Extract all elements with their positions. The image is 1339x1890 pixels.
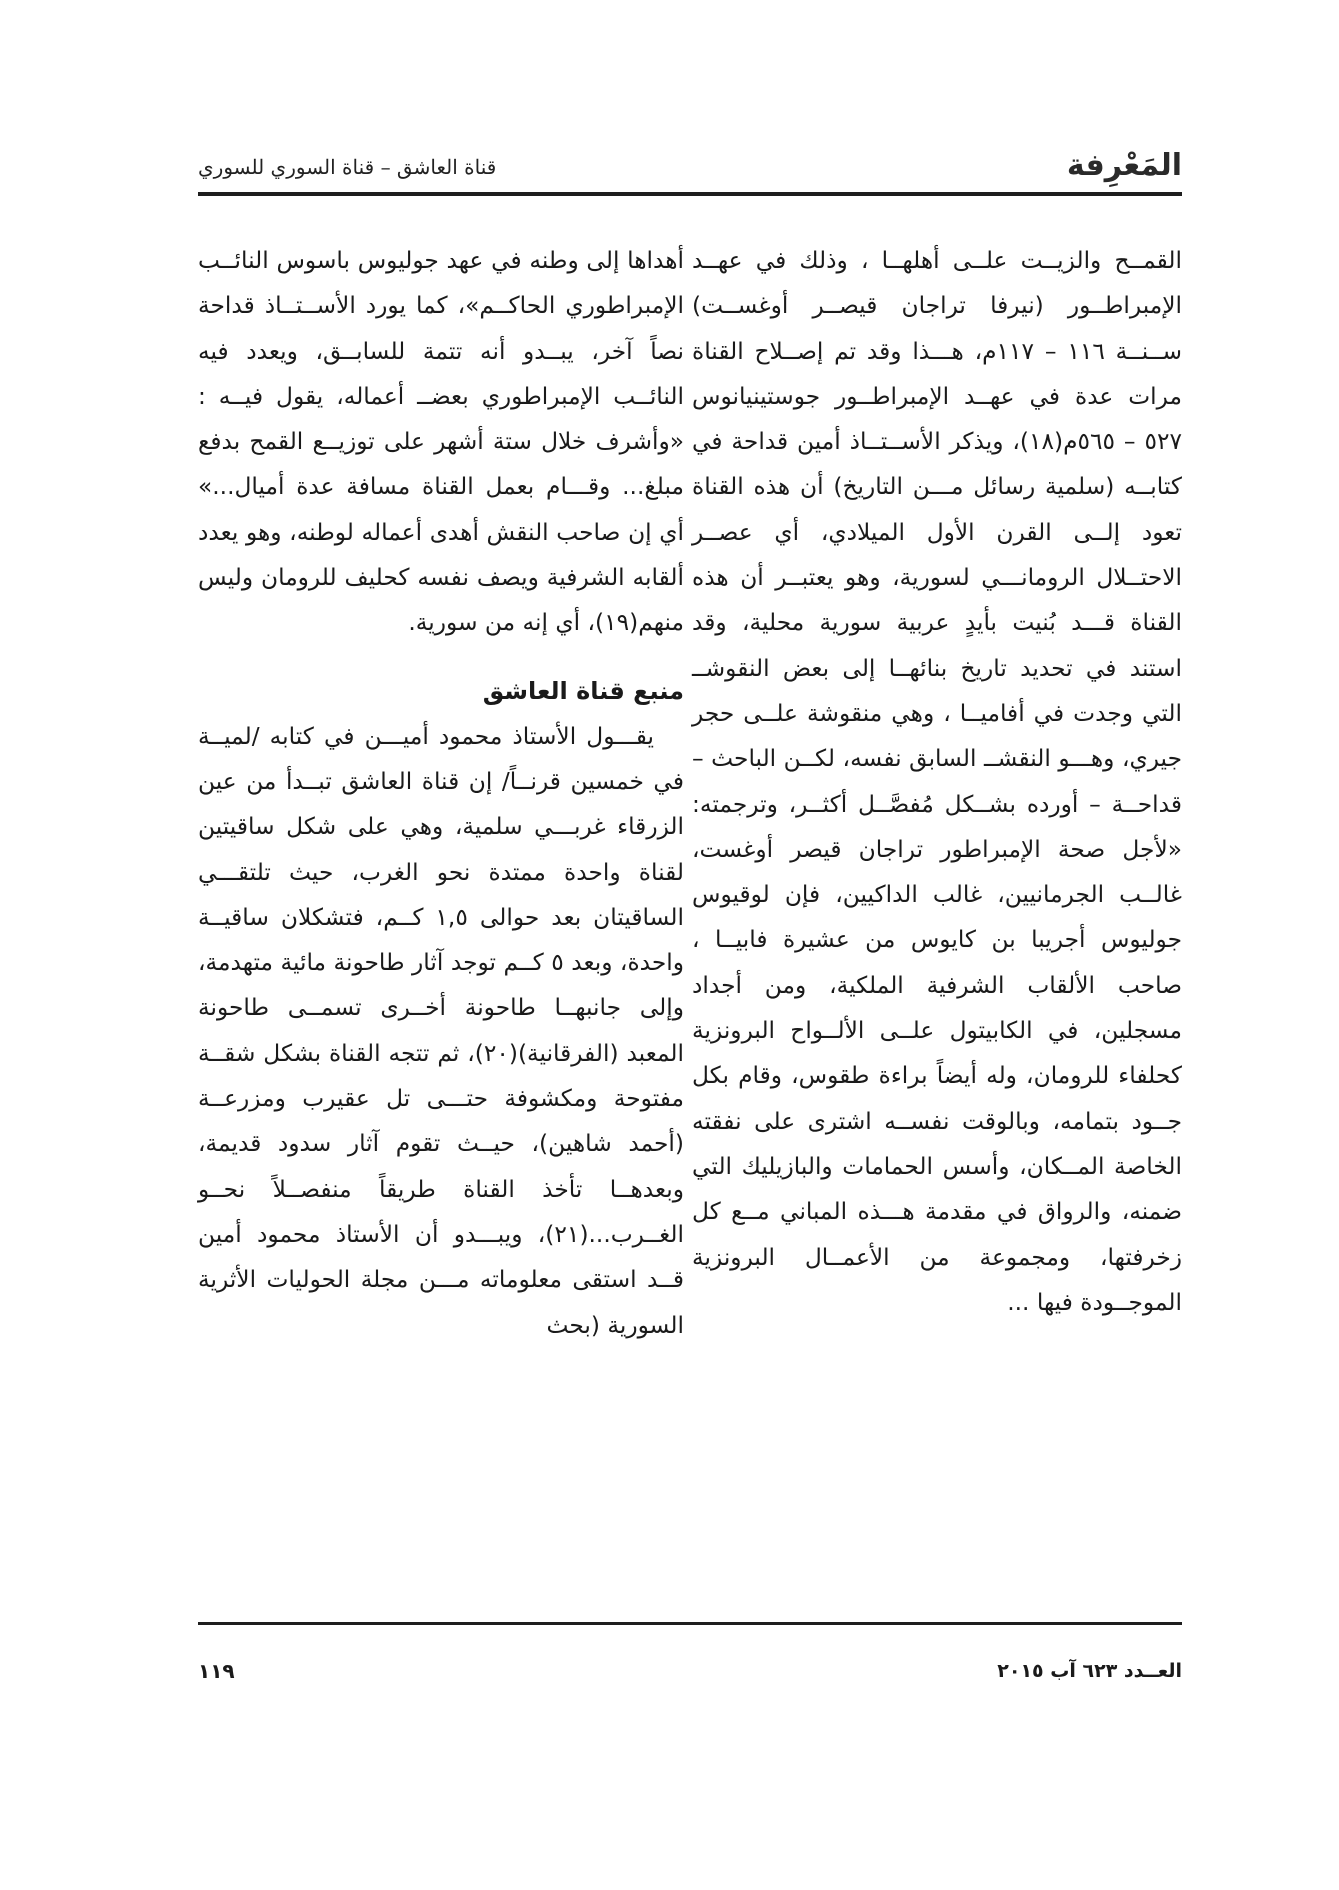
page-header — [198, 148, 1182, 188]
left-column-paragraph-1: أهداها إلى وطنه في عهد جوليوس باسوس النائــب الإمبراطوري الحاكــم»، كما يورد الأســتــاذ قداحة نصاً آخر، يبــدو أنه تتمة للسابــق، ويعدد فيه النائــب الإمبراطوري بعضــ أعماله، يقول فيــه : «وأشرف خلال ستة أشهر على توزيــع القمح بدفع مبلغ... وقـــام بعمل القناة مسافة عدة أميال...» أي إن صاحب النقش أهدى أعماله لوطنه، وهو يعدد ألقابه الشرفية ويصف نفسه كحليف للرومان وليس منهم(١٩)، أي إنه من سورية. — [198, 247, 684, 637]
running-title: قناة العاشق – قناة السوري للسوري — [198, 155, 497, 179]
header-rule — [198, 192, 1182, 196]
section-heading: منبع قناة العاشق — [482, 676, 684, 705]
left-column-paragraph-2: يقـــول الأستاذ محمود أميـــن في كتابه /لميــة في خمسين قرنــاً/ إن قناة العاشق تبــدأ من عين الزرقاء غربـــي سلمية، وهي على شكل ساقيتين لقناة واحدة ممتدة نحو الغرب، حيث تلتقـــي الساقيتان بعد حوالى ١,٥ كــم، فتشكلان ساقيــة واحدة، وبعد ٥ كــم توجد آثار طاحونة مائية متهدمة، وإلى جانبهــا طاحونة أخــرى تسمــى طاحونة المعبد (الفرقانية)(٢٠)، ثم تتجه القناة بشكل شقــة مفتوحة ومكشوفة حتـــى تل عقيرب ومزرعــة (أحمد شاهين)، حيــث تقوم آثار سدود قديمة، وبعدهــا تأخذ القناة طريقاً منفصــلاً نحــو الغــرب...(٢١)، ويبـــدو أن الأستاذ محمود أمين قــد استقى معلوماته مـــن مجلة الحوليات الأثرية السورية (بحث — [198, 722, 685, 1339]
issue-info: العــدد ٦٢٣ آب ٢٠١٥ — [997, 1660, 1182, 1682]
page-footer — [198, 1656, 1182, 1690]
right-column-paragraph: القمــح والزيــت علــى أهلهــا ، وذلك في عهــد الإمبراطــور (نيرفا تراجان قيصــر أوغســت) ســنــة ١١٦ – ١١٧م، هـــذا وقد تم إصــلاح القناة مرات عدة في عهــد الإمبراطــور جوستينيانوس ٥٢٧ – ٥٦٥م(١٨)، ويذكر الأســتــاذ أمين قداحة في كتابــه (سلمية رسائل مـــن التاريخ) أن هذه القناة تعود إلــى القرن الأول الميلادي، أي عصــر الاحتــلال الرومانـــي لسورية، وهو يعتبــر أن هذه القناة قـــد بُنيت بأيدٍ عربية سورية محلية، وقد استند في تحديد تاريخ بنائهــا إلى بعض النقوشــ التي وجدت في أفاميــا ، وهي منقوشة علــى حجر جيري، وهـــو النقشــ السابق نفسه، لكــن الباحث – قداحــة – أورده بشــكل مُفصَّــل أكثــر، وترجمته: «لأجل صحة الإمبراطور تراجان قيصر أوغست، غالــب الجرمانيين، غالب الداكيين، فإن لوقيوس جوليوس أجريبا بن كايوس من عشيرة فابيــا ، صاحب الألقاب الشرفية الملكية، ومن أجداد مسجلين، في الكابيتول علــى الألــواح البرونزية كحلفاء للرومان، وله أيضاً براءة طقوس، وقام بكل جــود بتمامه، وبالوقت نفســه اشترى على نفقته الخاصة المــكان، وأسس الحمامات والبازيليك التي ضمنه، والرواق في مقدمة هـــذه المباني مــع كل زخرفتها، ومجموعة من الأعمــال البرونزية الموجــودة فيها ... — [692, 247, 1182, 1316]
footer-rule — [198, 1622, 1182, 1625]
page-number: ١١٩ — [198, 1659, 235, 1683]
right-column — [692, 238, 1182, 1325]
left-column — [198, 238, 684, 1348]
magazine-logo: المَعْرِفة — [1066, 148, 1182, 183]
